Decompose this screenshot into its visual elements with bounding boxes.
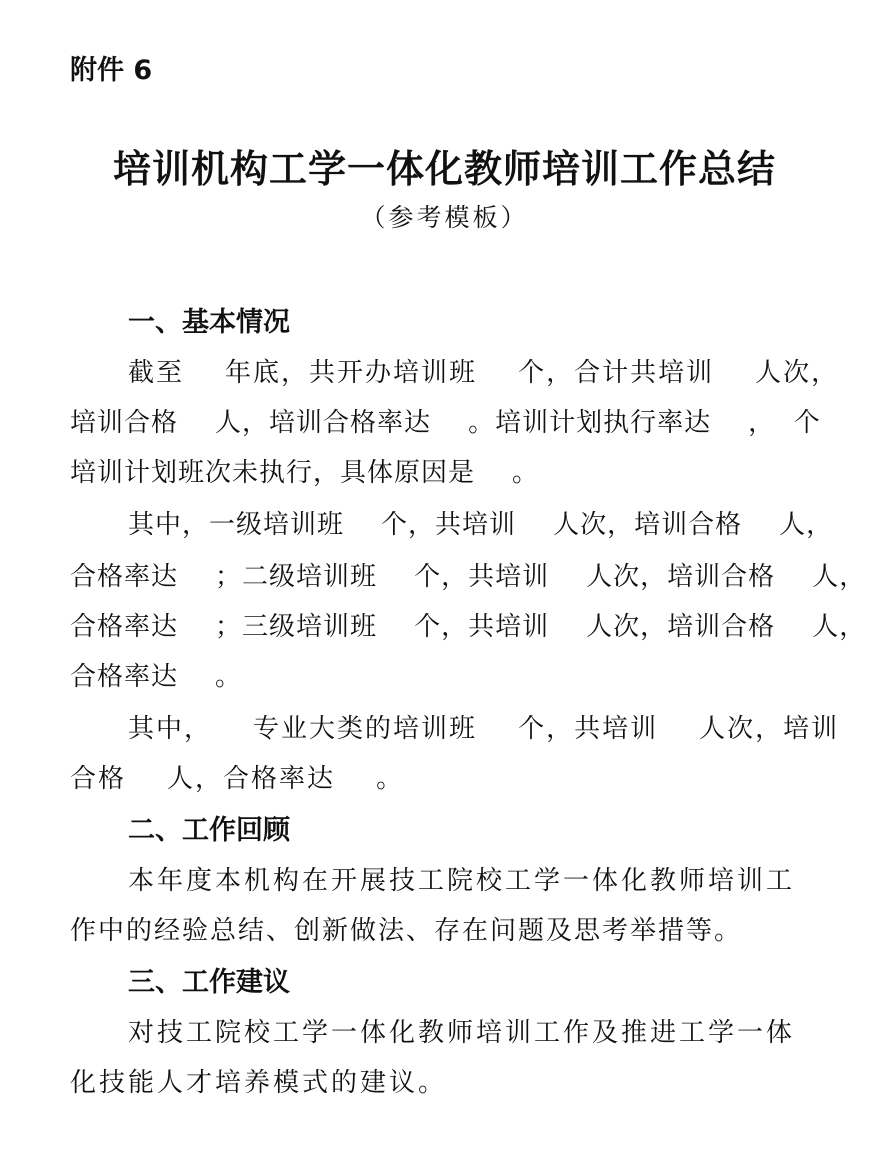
paragraph-line: 截至 年底，共开办培训班 个，合计共培训 人次， bbox=[128, 358, 840, 388]
paragraph-line: 对技工院校工学一体化教师培训工作及推进工学一体 bbox=[128, 1018, 796, 1048]
section-heading-work-review: 二、工作回顾 bbox=[128, 815, 290, 846]
section-heading-work-suggestions: 三、工作建议 bbox=[128, 967, 290, 998]
paragraph-line: 合格率达 ；二级培训班 个，共培训 人次，培训合格 人， bbox=[70, 562, 867, 592]
paragraph-line: 合格率达 ；三级培训班 个，共培训 人次，培训合格 人， bbox=[70, 612, 867, 642]
paragraph-line: 合格 人，合格率达 。 bbox=[70, 764, 405, 794]
paragraph-line: 本年度本机构在开展技工院校工学一体化教师培训工 bbox=[128, 866, 796, 896]
document-subtitle: （参考模板） bbox=[360, 203, 529, 232]
paragraph-line: 其中， 专业大类的培训班 个，共培训 人次，培训 bbox=[128, 714, 840, 744]
paragraph-line: 作中的经验总结、创新做法、存在问题及思考举措等。 bbox=[70, 916, 743, 946]
paragraph-line: 培训计划班次未执行，具体原因是 。 bbox=[70, 458, 540, 488]
attachment-label: 附件 6 bbox=[70, 55, 153, 86]
paragraph-line: 培训合格 人，培训合格率达 。培训计划执行率达 ， 个 bbox=[70, 408, 821, 438]
paragraph-line: 合格率达 。 bbox=[70, 662, 243, 692]
paragraph-line: 化技能人才培养模式的建议。 bbox=[70, 1068, 448, 1098]
document-title: 培训机构工学一体化教师培训工作总结 bbox=[112, 147, 776, 191]
paragraph-line: 其中，一级培训班 个，共培训 人次，培训合格 人， bbox=[128, 510, 834, 540]
section-heading-basic-info: 一、基本情况 bbox=[128, 307, 290, 338]
